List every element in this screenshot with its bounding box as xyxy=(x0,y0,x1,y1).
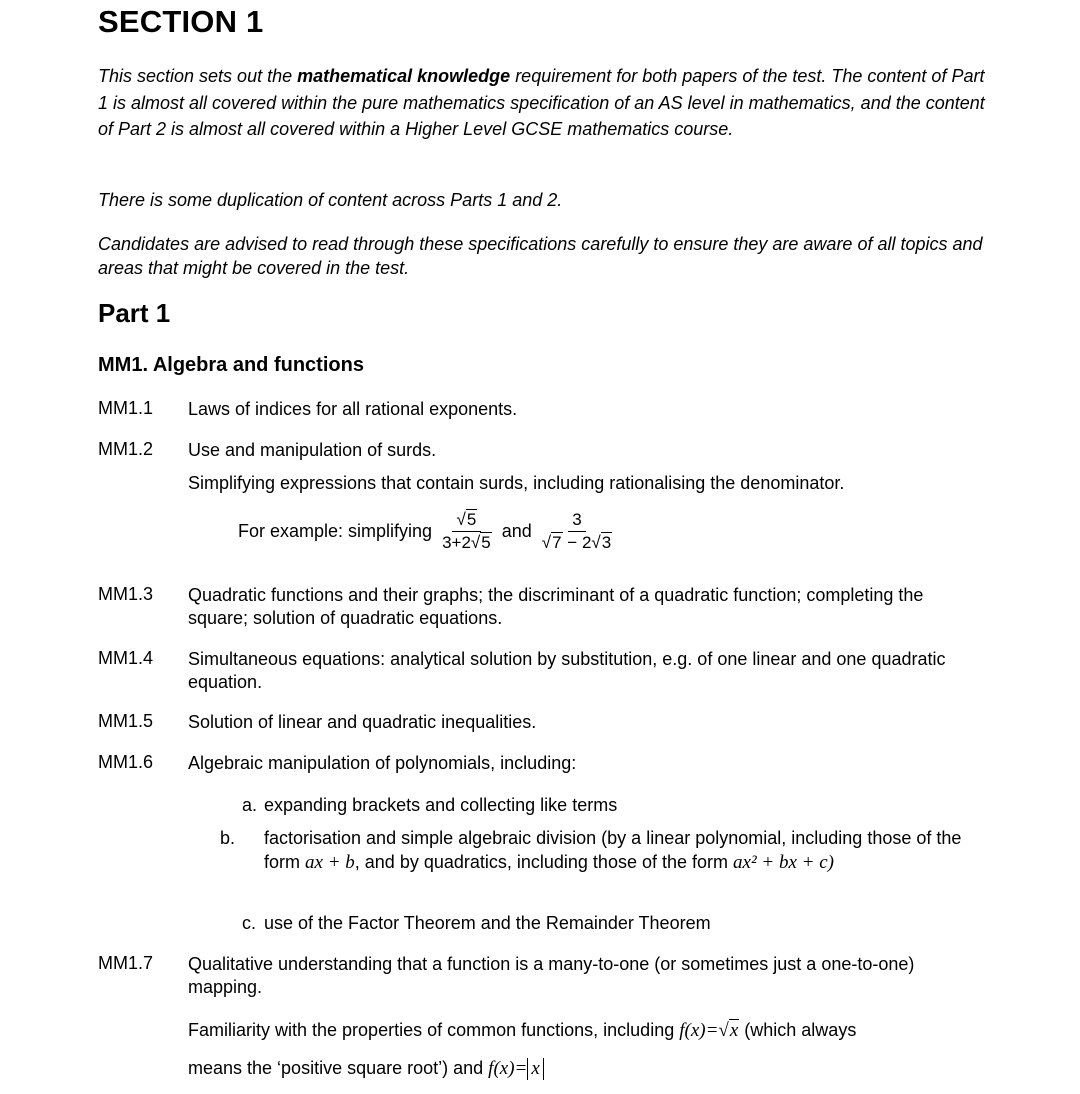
mm17-p3-pre: means the ‘positive square root’) and xyxy=(188,1058,489,1078)
item-code-mm11: MM1.1 xyxy=(98,398,154,418)
item-code-mm16: MM1.6 xyxy=(98,752,154,772)
list-label-c: c. xyxy=(242,913,257,933)
math-f-sqrt: f(x)= xyxy=(679,1020,719,1041)
mm17-p2-post: (which always xyxy=(739,1020,857,1040)
item-text-mm17: Qualitative understanding that a function is a many-to-one (or sometimes just a one-to-one) mapping. xyxy=(188,954,915,997)
list-text-b2: , and by quadratics, including those of the form xyxy=(354,852,734,872)
math-linear-form: ax + b xyxy=(305,852,355,873)
subsection-title: MM1. Algebra and functions xyxy=(98,354,364,376)
item-mm17-p2: Familiarity with the properties of common functions, including f(x)=√x (which always xyxy=(188,1020,857,1041)
item-code-mm12: MM1.2 xyxy=(98,439,154,459)
mm17-p2-pre: Familiarity with the properties of common functions, including xyxy=(188,1020,680,1040)
item-code-mm14: MM1.4 xyxy=(98,648,154,668)
intro-paragraph-2: There is some duplication of content across Parts 1 and 2. xyxy=(98,190,563,210)
item-text-mm14: Simultaneous equations: analytical solution by substitution, e.g. of one linear and one quadratic equation. xyxy=(188,649,946,692)
item-mm17-p3 xyxy=(188,1054,988,1083)
part-title: Part 1 xyxy=(98,298,171,328)
list-item-b xyxy=(220,826,984,875)
intro-p1-post: requirement for both papers of the test. The content of Part 1 is almost all covered within the pure mathematics specification of an AS level in mathematics, and the content of Part 2 is almost all covered within a Higher Level GCSE mathematics course. xyxy=(98,66,985,139)
math-quadratic-form: ax² + bx + c) xyxy=(733,852,834,873)
frac2-den-root1: 7 xyxy=(552,533,562,552)
example-label: For example: simplifying xyxy=(238,521,433,541)
math-sqrt-x: x xyxy=(729,1020,739,1041)
section-title: SECTION 1 xyxy=(98,4,264,39)
item-text-mm16: Algebraic manipulation of polynomials, including: xyxy=(188,753,577,773)
example-and: and xyxy=(501,521,532,541)
item-text-mm15: Solution of linear and quadratic inequalities. xyxy=(188,712,537,732)
list-text-c: use of the Factor Theorem and the Remainder Theorem xyxy=(264,913,711,933)
math-abs-x: x xyxy=(527,1058,543,1080)
item-detail-mm12: Simplifying expressions that contain surds, including rationalising the denominator. xyxy=(188,473,845,493)
item-code-mm13: MM1.3 xyxy=(98,584,154,604)
list-label-a: a. xyxy=(242,795,258,815)
frac2-den-root2: 3 xyxy=(601,533,612,552)
math-f-abs: f(x)= xyxy=(488,1058,528,1079)
intro-p1-bold: mathematical knowledge xyxy=(297,66,511,86)
list-item-a xyxy=(242,793,962,817)
item-text-mm12: Use and manipulation of surds. xyxy=(188,440,437,460)
list-text-b: factorisation and simple algebraic division (by a linear polynomial, including those of the form xyxy=(264,828,962,872)
list-item-c xyxy=(242,911,962,935)
frac2-num: 3 xyxy=(568,509,585,532)
intro-paragraph-3: Candidates are advised to read through these specifications carefully to ensure they are aware of all topics and areas that might be covered in the test. xyxy=(98,234,983,278)
fraction-1: $\frac{√5}{3+2√5}$ xyxy=(442,510,491,552)
item-code-mm15: MM1.5 xyxy=(98,711,154,731)
list-text-a: expanding brackets and collecting like terms xyxy=(264,795,618,815)
frac2-den-mid: − 2 xyxy=(562,533,592,552)
frac1-den-pre: 3+2 xyxy=(442,533,471,552)
frac1-den-root: 5 xyxy=(481,533,491,552)
item-text-mm13: Quadratic functions and their graphs; the discriminant of a quadratic function; completing the square; solution of quadratic equations. xyxy=(188,585,924,628)
intro-paragraph-1 xyxy=(98,63,988,143)
item-code-mm17: MM1.7 xyxy=(98,953,154,973)
frac1-num-root: 5 xyxy=(466,510,477,529)
list-label-b: b. xyxy=(220,828,236,848)
surd-example xyxy=(238,509,622,554)
item-text-mm11: Laws of indices for all rational exponents. xyxy=(188,399,518,419)
intro-p1-pre: This section sets out the xyxy=(98,66,298,86)
fraction-2: $\frac{3}{√7 - 2√3}$ xyxy=(541,510,612,552)
